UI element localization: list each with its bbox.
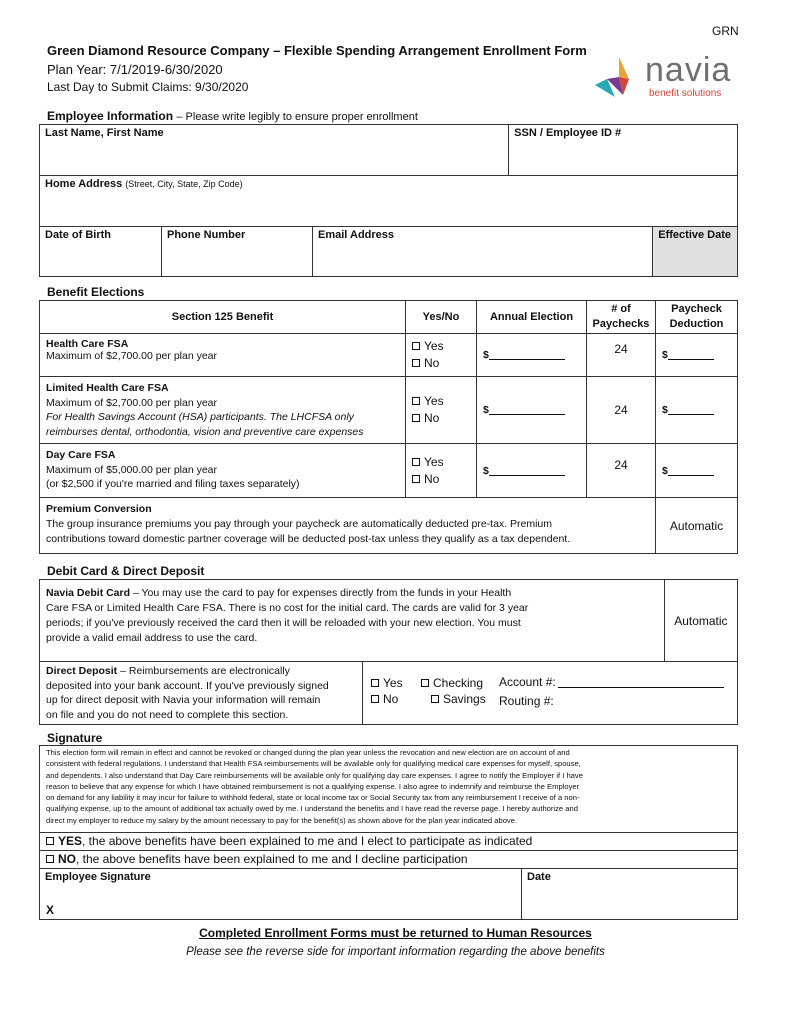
paycheck-deduction-input[interactable]: $ xyxy=(656,444,738,498)
navia-logo-mark-icon xyxy=(593,55,645,105)
col-annual-election: Annual Election xyxy=(477,301,587,334)
benefit-desc: Limited Health Care FSA Maximum of $2,700.00 per plan year For Health Savings Account (HSA) participants. The LHCFSA only reimburses dental, orthodontia, vision and preventive care expenses xyxy=(40,377,406,444)
signature-heading: Signature xyxy=(47,731,103,745)
direct-deposit-options xyxy=(363,662,738,725)
dd-checking-option[interactable]: Checking xyxy=(421,676,483,690)
benefit-row-health-care xyxy=(40,334,738,377)
routing-number-field[interactable]: Routing #: xyxy=(499,694,554,708)
no-checkbox[interactable] xyxy=(412,414,420,422)
paychecks-count: 24 xyxy=(587,444,656,498)
plan-year: Plan Year: 7/1/2019-6/30/2020 xyxy=(47,62,223,77)
annual-election-input[interactable]: $ xyxy=(477,444,587,498)
signature-table xyxy=(39,745,738,920)
benefit-row-day-care xyxy=(40,444,738,498)
benefit-yes-no[interactable]: Yes No xyxy=(406,444,477,498)
navia-logo-name: navia xyxy=(645,51,732,89)
phone-field[interactable]: Phone Number xyxy=(162,227,313,277)
premium-conversion-status: Automatic xyxy=(656,498,738,554)
checking-checkbox[interactable] xyxy=(421,679,429,687)
benefit-desc: Health Care FSA Maximum of $2,700.00 per plan year xyxy=(40,334,406,377)
form-title: Green Diamond Resource Company – Flexible Spending Arrangement Enrollment Form xyxy=(47,43,587,58)
ssn-field[interactable]: SSN / Employee ID # xyxy=(509,125,738,176)
benefit-elections-heading: Benefit Elections xyxy=(47,285,145,299)
col-num-paychecks: # of Paychecks xyxy=(587,301,656,334)
debit-card-status: Automatic xyxy=(664,580,737,662)
home-address-field[interactable]: Home Address (Street, City, State, Zip Code) xyxy=(40,176,738,227)
last-first-name-field[interactable]: Last Name, First Name xyxy=(40,125,509,176)
dd-no-option[interactable]: No xyxy=(371,692,398,706)
col-section-125: Section 125 Benefit xyxy=(40,301,406,334)
no-checkbox[interactable] xyxy=(412,475,420,483)
corner-code: GRN xyxy=(712,24,739,38)
debit-card-table xyxy=(39,579,738,725)
benefit-desc: Day Care FSA Maximum of $5,000.00 per plan year (or $2,500 if you're married and filing taxes separately) xyxy=(40,444,406,498)
paychecks-count: 24 xyxy=(587,334,656,377)
signature-x-mark: X xyxy=(46,903,55,917)
footer-return-note: Completed Enrollment Forms must be returned to Human Resources xyxy=(199,926,592,940)
elect-yes-checkbox[interactable] xyxy=(46,837,54,845)
direct-deposit-desc: Direct Deposit – Reimbursements are electronically deposited into your bank account. If you've previously signed up for direct deposit with Navia your information will remain on file and you do not need to complete this section. xyxy=(40,662,363,725)
employee-info-heading: Employee Information – Please write legibly to ensure proper enrollment xyxy=(47,109,418,123)
elect-no-option[interactable]: NO, the above benefits have been explained to me and I decline participation xyxy=(40,851,738,869)
col-yes-no: Yes/No xyxy=(406,301,477,334)
dd-yes-option[interactable]: Yes xyxy=(371,676,403,690)
elect-no-checkbox[interactable] xyxy=(46,855,54,863)
debit-card-heading: Debit Card & Direct Deposit xyxy=(47,564,205,578)
account-number-field[interactable]: Account #: xyxy=(499,675,724,689)
dd-no-checkbox[interactable] xyxy=(371,695,379,703)
email-field[interactable]: Email Address xyxy=(313,227,653,277)
navia-debit-card-desc: Navia Debit Card – You may use the card to pay for expenses directly from the funds in your Health Care FSA or Limited Health Care FSA. There is no cost for the initial card. The cards are valid for 3 year periods; if you've previously received the card then it will be reloaded with your new election. You must provide a valid email address to use the card. xyxy=(40,580,665,662)
employee-info-table xyxy=(39,124,738,277)
annual-election-input[interactable]: $ xyxy=(477,334,587,377)
signature-date-field[interactable]: Date xyxy=(522,869,738,920)
col-paycheck-deduction: Paycheck Deduction xyxy=(656,301,738,334)
dob-field[interactable]: Date of Birth xyxy=(40,227,162,277)
benefit-yes-no[interactable]: Yes No xyxy=(406,377,477,444)
effective-date-field: Effective Date xyxy=(653,227,738,277)
legal-text: This election form will remain in effect and cannot be revoked or changed during the plan year unless the revocation and new election are on account of and consistent with federal regulations. I understand that Health FSA reimbursements will be available only for qualifying medical care expenses for myself, spouse, and dependents. I also understand that Day Care reimbursements will be available only for qualifying day care expenses. I agree to notify the Employer if I have reason to believe that any expense for which I have obtained reimbursement is not a qualifying expense. I also agree to indemnify and reimburse the Employer on demand for any liability it may incur for failure to withhold federal, state or local income tax or Social Security tax from any reimbursement I receive of a non- qualifying expense, up to the amount of additional tax actually owed by me. I understand the benefits and I have read the reverse page. I hereby authorize and direct my employer to reduce my salary by the amount necessary to pay for the benefit(s) as shown above for the plan year indicated above. xyxy=(40,746,738,833)
navia-logo-tagline: benefit solutions xyxy=(649,88,722,99)
paycheck-deduction-input[interactable]: $ xyxy=(656,334,738,377)
yes-checkbox[interactable] xyxy=(412,458,420,466)
premium-conversion-desc: Premium Conversion The group insurance premiums you pay through your paycheck are automatically deducted pre-tax. Premium contributions toward domestic partner coverage will be deducted post-tax unless they qualify as a tax dependent. xyxy=(40,498,656,554)
elect-yes-option[interactable]: YES, the above benefits have been explained to me and I elect to participate as indicated xyxy=(40,833,738,851)
dd-yes-checkbox[interactable] xyxy=(371,679,379,687)
benefit-row-limited-health-care xyxy=(40,377,738,444)
savings-checkbox[interactable] xyxy=(431,695,439,703)
last-day-claims: Last Day to Submit Claims: 9/30/2020 xyxy=(47,80,249,94)
annual-election-input[interactable]: $ xyxy=(477,377,587,444)
benefit-yes-no[interactable]: Yes No xyxy=(406,334,477,377)
paycheck-deduction-input[interactable]: $ xyxy=(656,377,738,444)
footer-reverse-note: Please see the reverse side for important information regarding the above benefits xyxy=(186,946,605,958)
navia-logo xyxy=(593,51,753,105)
benefit-elections-table xyxy=(39,300,738,554)
paychecks-count: 24 xyxy=(587,377,656,444)
employee-signature-field[interactable]: Employee Signature X xyxy=(40,869,522,920)
yes-checkbox[interactable] xyxy=(412,397,420,405)
dd-savings-option[interactable]: Savings xyxy=(431,692,486,706)
premium-conversion-row xyxy=(40,498,738,554)
yes-checkbox[interactable] xyxy=(412,342,420,350)
no-checkbox[interactable] xyxy=(412,359,420,367)
